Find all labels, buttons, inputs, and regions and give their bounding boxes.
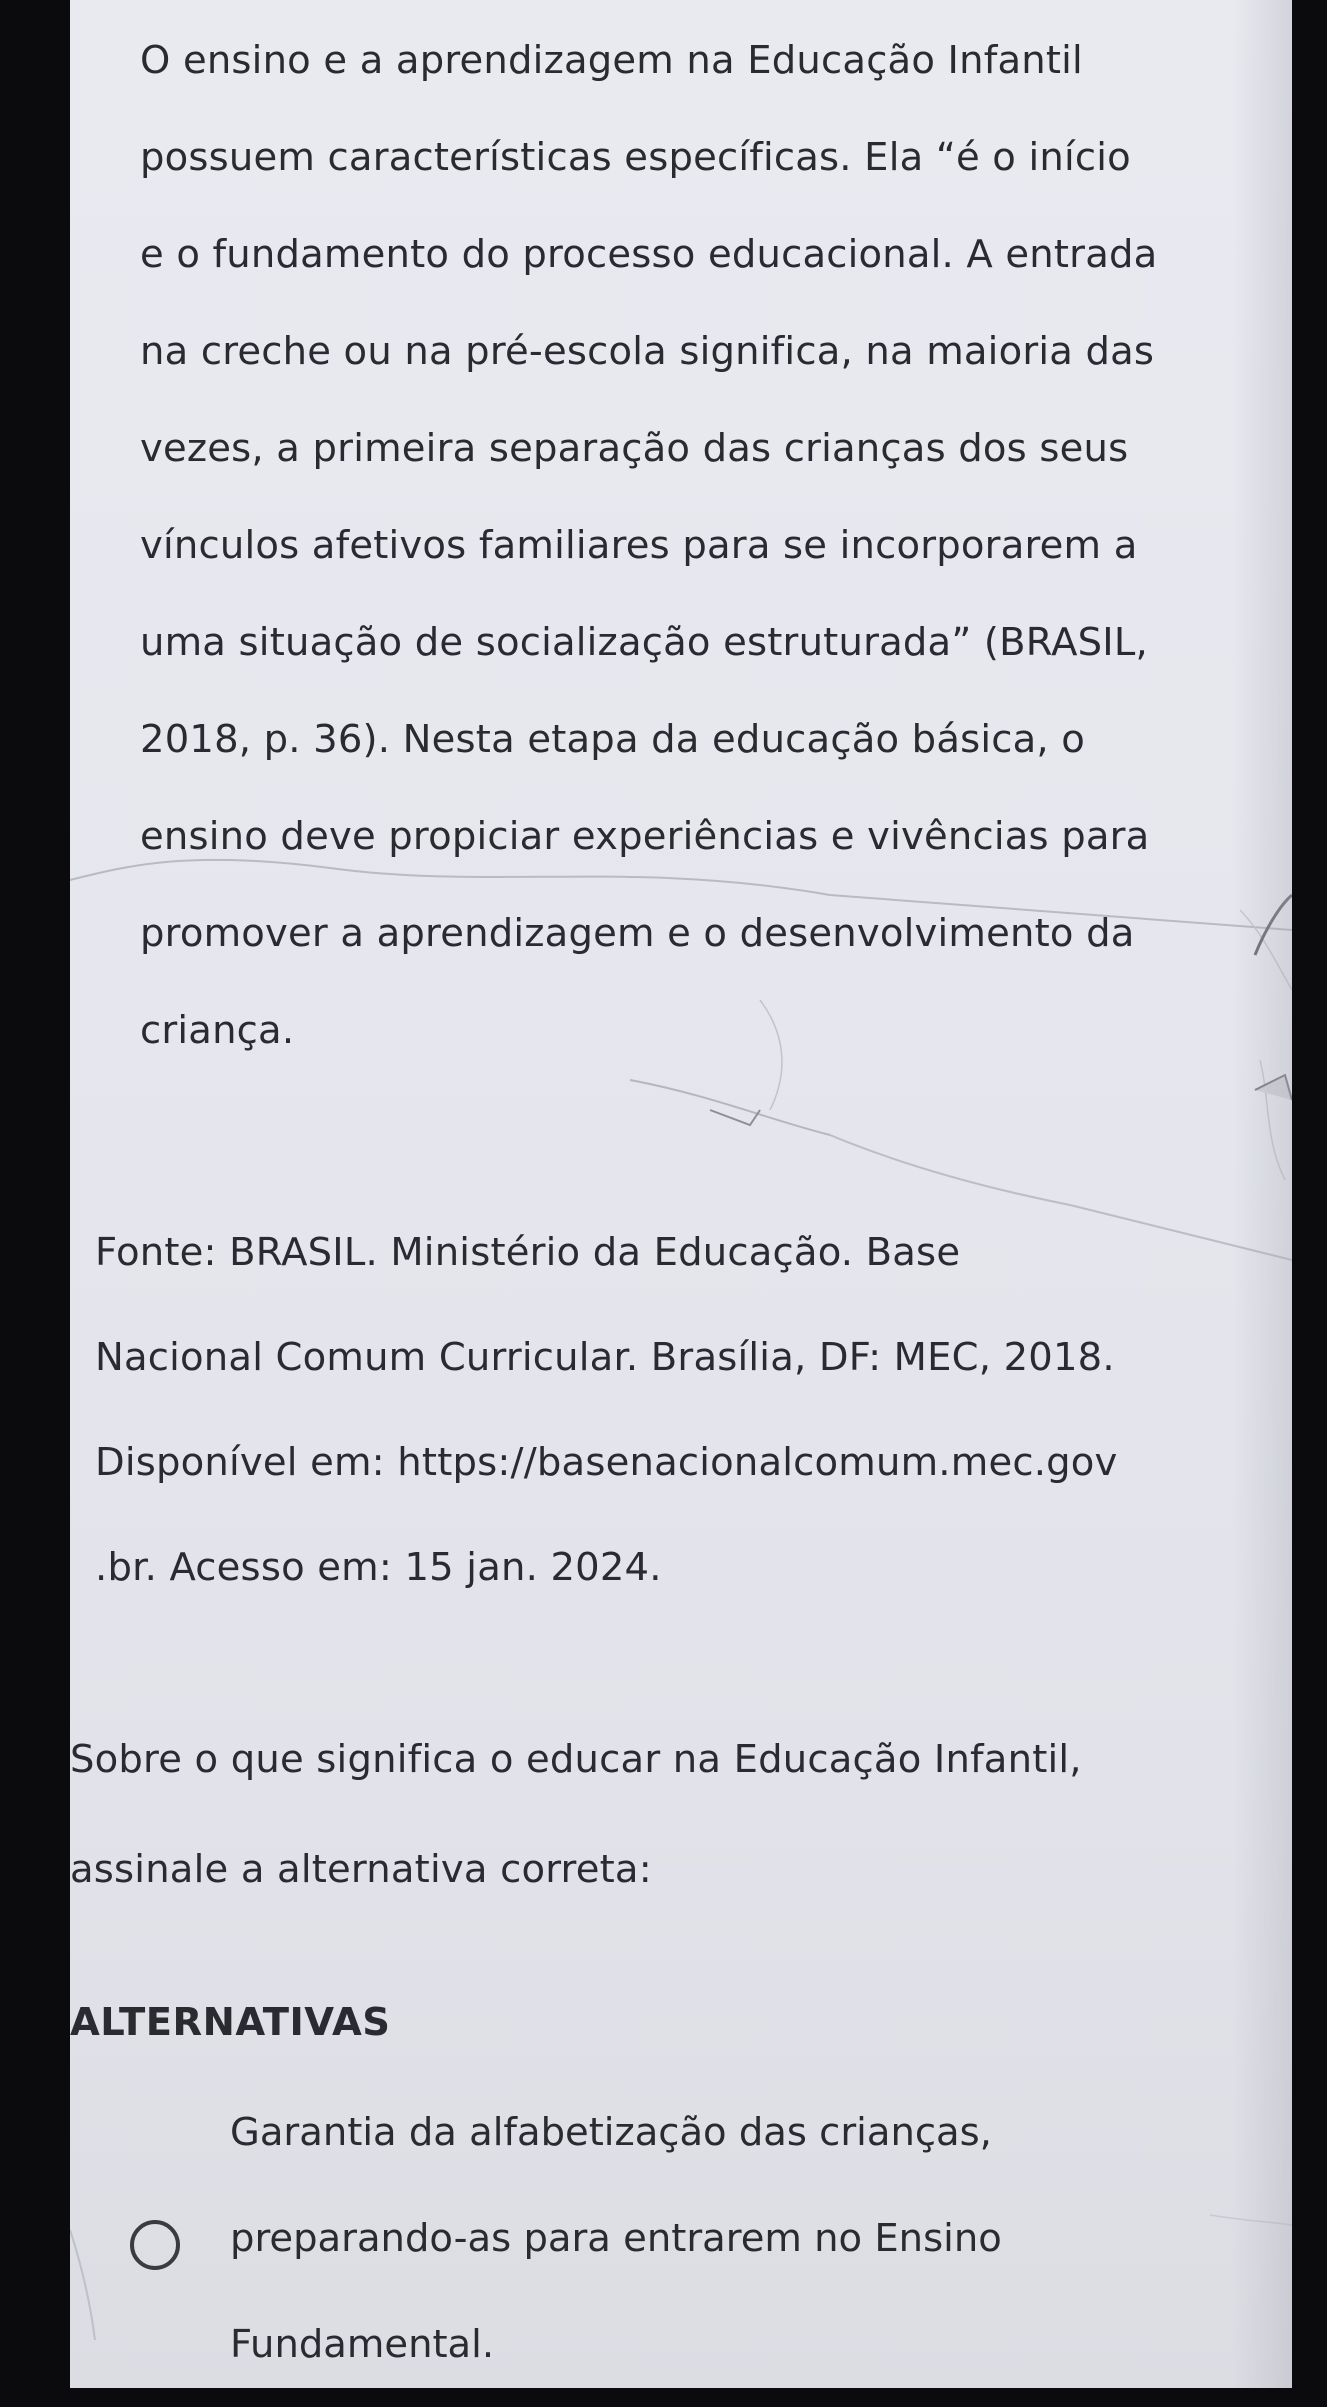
question-prompt: Sobre o que significa o educar na Educação Infantil, assinale a alternativa correta: [70, 1737, 1082, 1892]
alternative-option-1[interactable] [100, 2080, 1250, 2388]
alternatives-heading: ALTERNATIVAS [70, 2000, 391, 2045]
radio-button-icon[interactable] [130, 2220, 180, 2270]
passage-text: O ensino e a aprendizagem na Educação Infantil possuem características específicas. Ela “é o início e o fundamento do processo educacional. A entrada na creche ou na pré-escola significa, na maioria das vezes, a primeira separação das crianças dos seus vínculos afetivos familiares para se incorporarem a uma situação de socialização estruturada” (BRASIL, 2018, p. 36). Nesta etapa da educação básica, o ensino deve propiciar experiências e vivências para promover a aprendizagem e o desenvolvimento da criança. [140, 38, 1158, 1053]
source-citation: Fonte: BRASIL. Ministério da Educação. Base Nacional Comum Curricular. Brasília, DF: MEC, 2018. Disponível em: https://basenacionalcomum.mec.gov .br. Acesso em: 15 jan. 2024. [95, 1230, 1118, 1590]
question-screen [70, 0, 1292, 2388]
alternative-option-label: Garantia da alfabetização das crianças, preparando-as para entrarem no Ensino Fundamental. [230, 2110, 1002, 2367]
